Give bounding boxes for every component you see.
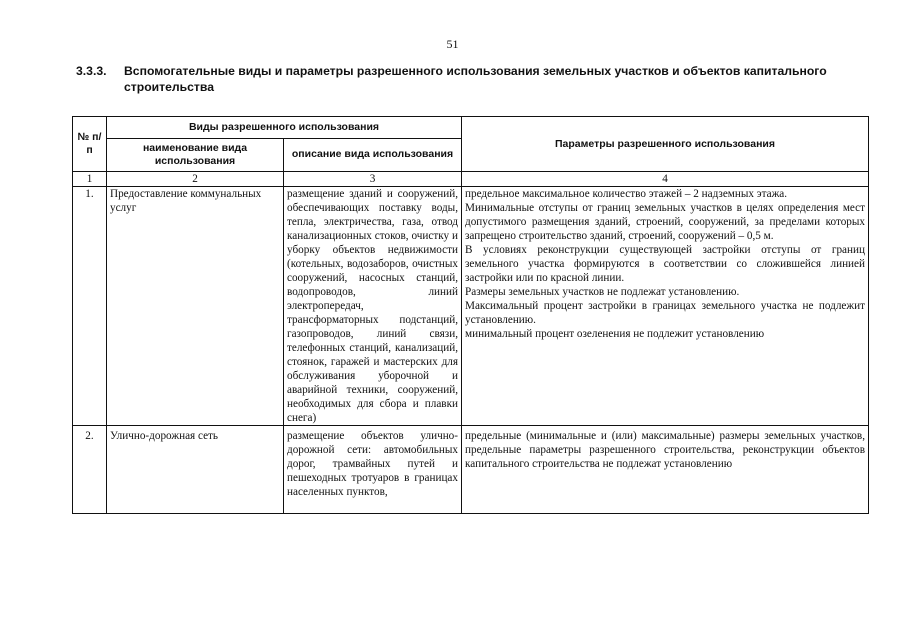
use-description: размещение объектов улично-дорожной сети: автомобильных дорог, трамвайных путей и пешеходных тротуаров в границах населенных пунктов,	[287, 430, 458, 498]
usage-table	[72, 116, 869, 514]
parameter-text: Максимальный процент застройки в границах земельного участка не подлежит установлению.	[465, 300, 865, 326]
header-row-1	[73, 117, 869, 139]
parameter-text: предельное максимальное количество этажей – 2 надземных этажа.	[465, 188, 788, 200]
row-number: 2.	[73, 426, 107, 514]
header-group: Виды разрешенного использования	[107, 117, 462, 139]
column-number: 2	[107, 172, 284, 187]
page-number: 51	[446, 37, 459, 51]
header-desc: описание вида использования	[284, 138, 462, 171]
parameter-text: Размеры земельных участков не подлежат установлению.	[465, 286, 740, 298]
parameter-text: Минимальные отступы от границ земельных участков в целях определения мест допустимого размещения зданий, строений, сооружений, за пределами которых запрещено строительство зданий, строений, сооружений – 0,5 м.	[465, 202, 865, 242]
use-description: размещение зданий и сооружений, обеспечивающих поставку воды, тепла, электричества, газа, отвод канализационных стоков, очистку и уборку объектов недвижимости (котельных, водозаборов, очистных сооружений, насосных станций, водопроводов, линий электропередач, трансформаторных подстанций, газопроводов, линий связи, телефонных станций, канализаций, стоянок, гаражей и мастерских для обслуживания уборочной и аварийной техники, сооружений, необходимых для сбора и плавки снега)	[284, 187, 462, 426]
header-params: Параметры разрешенного использования	[462, 117, 869, 172]
column-number-row	[73, 172, 869, 187]
parameter-text: В условиях реконструкции существующей застройки отступы от границ земельного участка формируются в соответствии со сложившейся линией застройки или по красной линии.	[465, 244, 865, 284]
parameter-text: минимальный процент озеленения не подлежит установлению	[465, 328, 765, 340]
row-number: 1.	[73, 187, 107, 426]
section-number: 3.3.3.	[76, 64, 107, 78]
use-name: Предоставление коммунальных услуг	[107, 187, 284, 426]
use-parameters	[462, 187, 869, 426]
parameter-text: предельные (минимальные и (или) максимальные) размеры земельных участков, предельные параметры разрешенного строительства, реконструкции объектов капитального строительства не подлежат установлению	[465, 430, 865, 470]
use-parameters	[462, 426, 869, 514]
section-title: Вспомогательные виды и параметры разрешенного использования земельных участков и объектов капитального строительства	[124, 64, 827, 94]
table-row	[73, 187, 869, 426]
header-name: наименование вида использования	[107, 138, 284, 171]
use-description-cell	[284, 426, 462, 514]
column-number: 1	[73, 172, 107, 187]
use-name: Улично-дорожная сеть	[107, 426, 284, 514]
column-number: 3	[284, 172, 462, 187]
header-num: № п/п	[73, 117, 107, 172]
column-number: 4	[462, 172, 869, 187]
table-row	[73, 426, 869, 514]
